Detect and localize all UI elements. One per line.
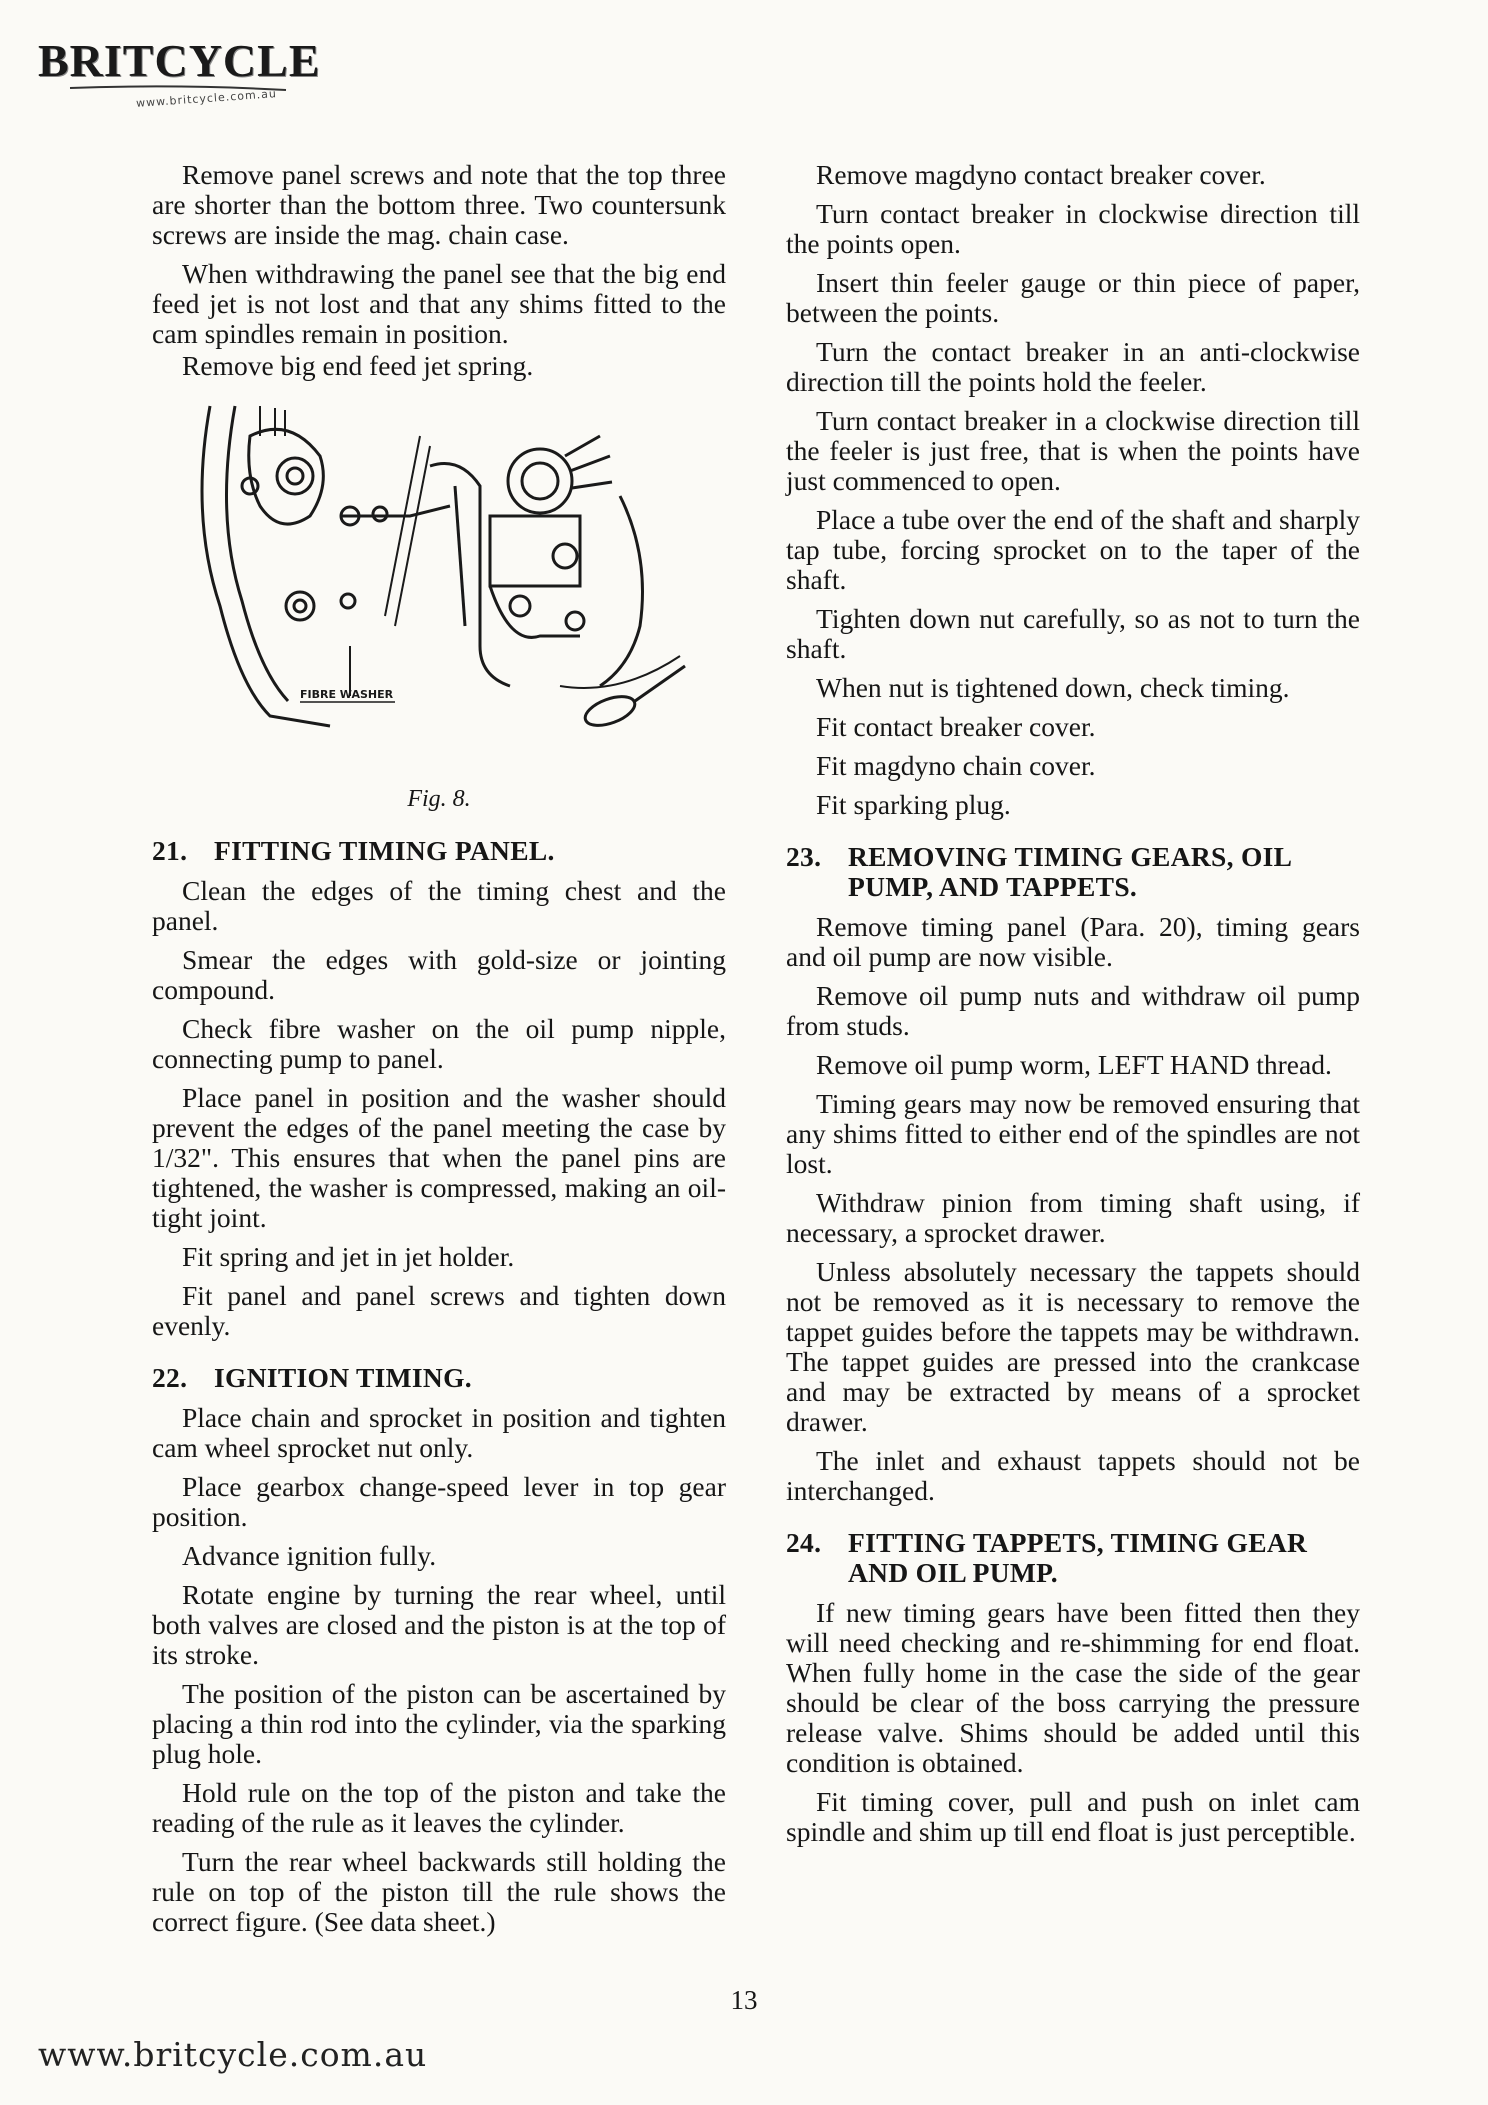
figure-caption: Fig. 8. [407, 786, 471, 812]
page-number: 13 [730, 1985, 758, 2015]
paragraph: Unless absolutely necessary the tappets should not be removed as it is necessary to remove the tappet guides before the tappets may be withdrawn. The tappet guides are pressed into the crankcase and may be extracted by means of a sprocket drawer. [786, 1256, 1360, 1437]
paragraph: Clean the edges of the timing chest and the panel. [152, 875, 726, 936]
paragraph: The inlet and exhaust tappets should not be interchanged. [786, 1445, 1360, 1506]
paragraph: Tighten down nut carefully, so as not to turn the shaft. [786, 603, 1360, 664]
paragraph: Turn the contact breaker in an anti-clockwise direction till the points hold the feeler. [786, 336, 1360, 397]
paragraph: Remove magdyno contact breaker cover. [816, 159, 1266, 190]
paragraph: When withdrawing the panel see that the big end feed jet is not lost and that any shims fitted to the cam spindles remain in position. [152, 258, 726, 349]
logo-wordmark: BRITCYCLE [38, 35, 321, 86]
section-heading-23: 23. REMOVING TIMING GEARS, OIL PUMP, AND TAPPETS. [786, 841, 1291, 902]
logo-tagline: www.britcycle.com.au [135, 87, 278, 110]
paragraph: Place a tube over the end of the shaft and sharply tap tube, forcing sprocket on to the taper of the shaft. [786, 504, 1360, 595]
paragraph: Remove big end feed jet spring. [182, 350, 534, 381]
paragraph: Timing gears may now be removed ensuring that any shims fitted to either end of the spindles are not lost. [786, 1088, 1360, 1179]
paragraph: The position of the piston can be ascertained by placing a thin rod into the cylinder, via the sparking plug hole. [152, 1678, 726, 1769]
paragraph: Turn contact breaker in a clockwise direction till the feeler is just free, that is when the points have just commenced to open. [786, 405, 1360, 496]
paragraph: Remove panel screws and note that the top three are shorter than the bottom three. Two countersunk screws are inside the mag. chain case. [152, 159, 726, 250]
paragraph: Fit panel and panel screws and tighten down evenly. [152, 1280, 726, 1341]
paragraph: Turn contact breaker in clockwise direction till the points open. [786, 198, 1360, 259]
paragraph: Hold rule on the top of the piston and take the reading of the rule as it leaves the cylinder. [152, 1777, 726, 1838]
paragraph: Fit contact breaker cover. [816, 711, 1096, 742]
britcycle-logo [38, 26, 321, 116]
paragraph: Place chain and sprocket in position and tighten cam wheel sprocket nut only. [152, 1402, 726, 1463]
paragraph: Place panel in position and the washer should prevent the edges of the panel meeting the case by 1/32". This ensures that when the panel pins are tightened, the washer is compressed, making an oil-tight joint. [152, 1082, 726, 1233]
paragraph: Advance ignition fully. [182, 1540, 437, 1571]
paragraph: Turn the rear wheel backwards still holding the rule on top of the piston till the rule shows the correct figure. (See data sheet.) [152, 1846, 726, 1937]
paragraph: When nut is tightened down, check timing. [816, 672, 1290, 703]
paragraph: Rotate engine by turning the rear wheel, until both valves are closed and the piston is at the top of its stroke. [152, 1579, 726, 1670]
paragraph: If new timing gears have been fitted then they will need checking and re-shimming for end float. When fully home in the case the side of the gear should be clear of the boss carrying the pressure release valve. Shims should be added until this condition is obtained. [786, 1597, 1360, 1778]
paragraph: Fit timing cover, pull and push on inlet cam spindle and shim up till end float is just perceptible. [786, 1786, 1360, 1847]
left-column [152, 160, 726, 1946]
paragraph: Fit spring and jet in jet holder. [182, 1241, 515, 1272]
paragraph: Smear the edges with gold-size or jointing compound. [152, 944, 726, 1005]
section-heading-22: 22. IGNITION TIMING. [152, 1362, 472, 1393]
engine-timing-figure [180, 396, 700, 766]
section-heading-24: 24. FITTING TAPPETS, TIMING GEAR AND OIL PUMP. [786, 1527, 1308, 1588]
paragraph: Fit sparking plug. [816, 789, 1011, 820]
paragraph: Remove oil pump worm, LEFT HAND thread. [816, 1049, 1332, 1080]
paragraph: Place gearbox change-speed lever in top gear position. [152, 1471, 726, 1532]
footer-url-link[interactable]: www.britcycle.com.au [38, 2035, 428, 2074]
section-heading-21: 21. FITTING TIMING PANEL. [152, 835, 555, 866]
right-column [786, 160, 1360, 1856]
paragraph: Check fibre washer on the oil pump nipple, connecting pump to panel. [152, 1013, 726, 1074]
paragraph: Remove oil pump nuts and withdraw oil pump from studs. [786, 980, 1360, 1041]
paragraph: Fit magdyno chain cover. [816, 750, 1096, 781]
paragraph: Withdraw pinion from timing shaft using, if necessary, a sprocket drawer. [786, 1187, 1360, 1248]
figure-callout: FIBRE WASHER [300, 688, 394, 701]
paragraph: Remove timing panel (Para. 20), timing gears and oil pump are now visible. [786, 911, 1360, 972]
paragraph: Insert thin feeler gauge or thin piece of paper, between the points. [786, 267, 1360, 328]
